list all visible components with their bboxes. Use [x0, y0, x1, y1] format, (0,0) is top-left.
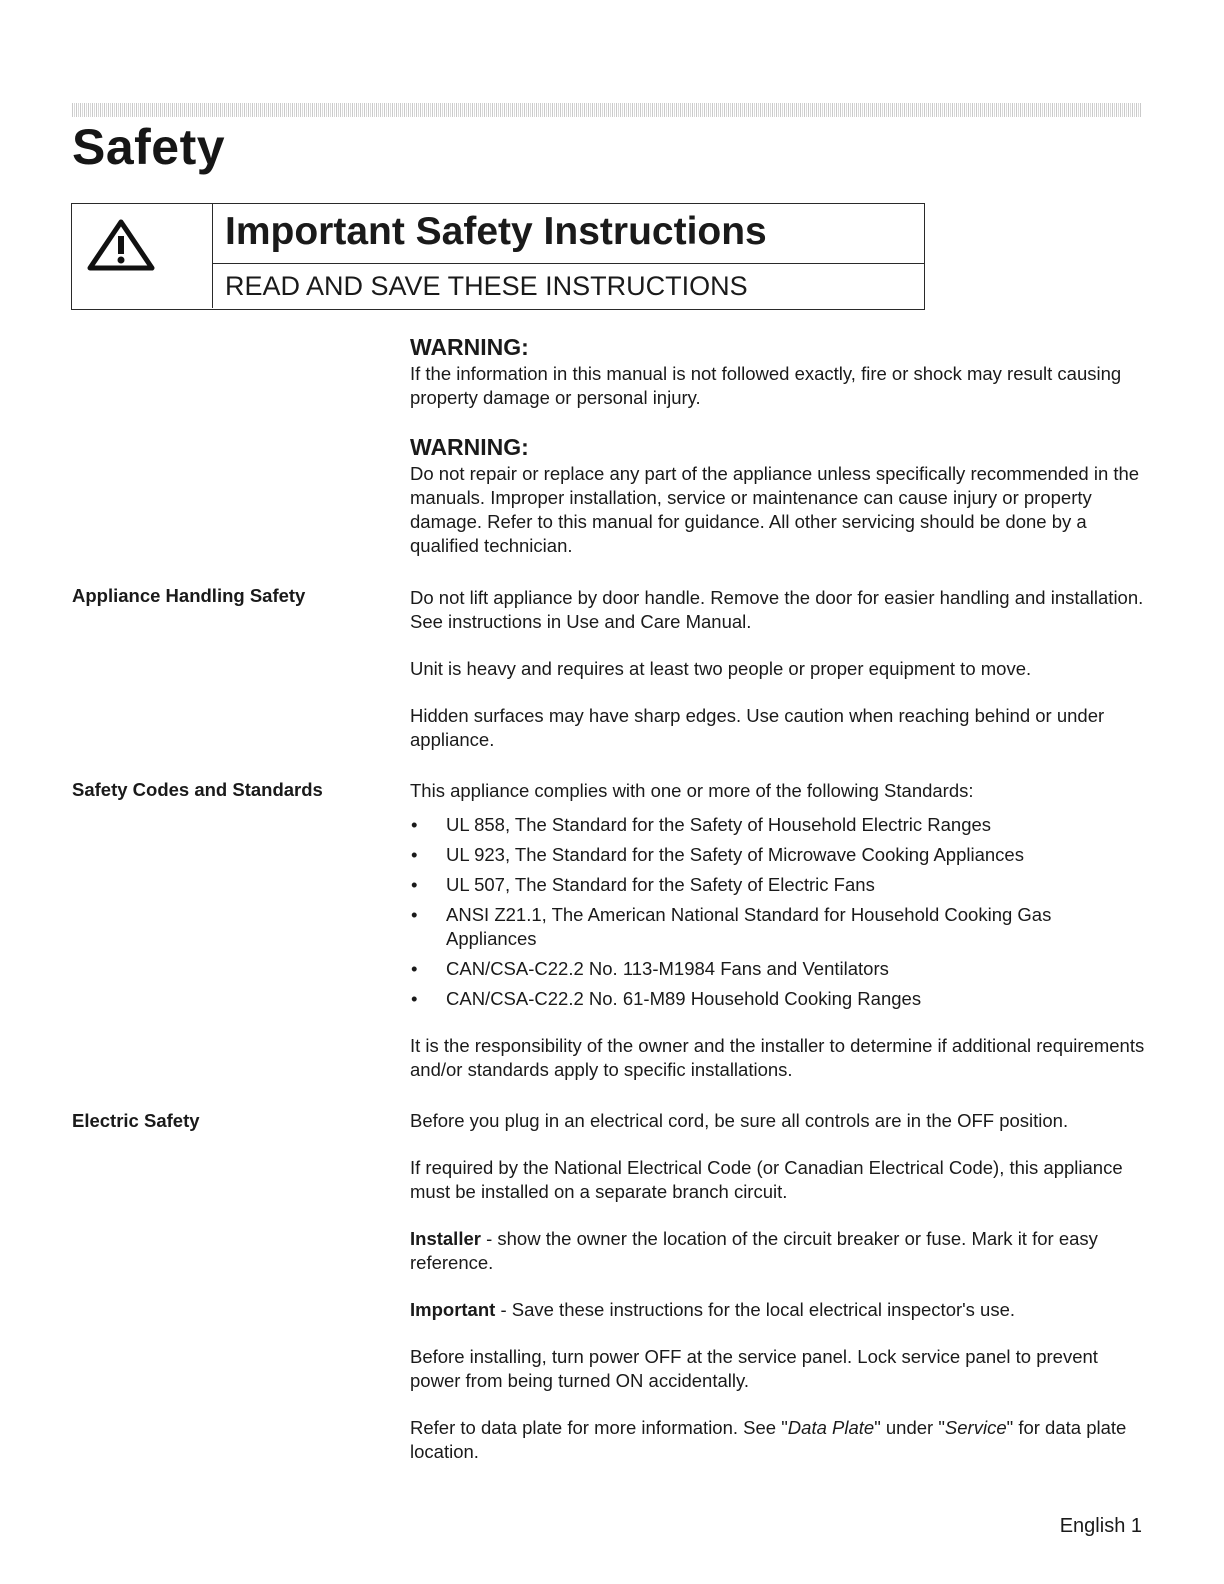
banner-subheading: READ AND SAVE THESE INSTRUCTIONS	[225, 271, 748, 301]
data-plate-ref: Data Plate	[787, 1417, 875, 1438]
list-item	[410, 843, 1145, 867]
handling-paragraph: Do not lift appliance by door handle. Remove the door for easier handling and installation. See instructions in Use and Care Manual.	[410, 587, 1144, 632]
installer-lead: Installer	[410, 1228, 481, 1249]
bullet: •	[411, 988, 418, 1009]
standard-text: UL 923, The Standard for the Safety of Microwave Cooking Appliances	[446, 844, 1024, 865]
label-appliance-handling: Appliance Handling Safety	[72, 585, 306, 606]
list-item	[410, 903, 1145, 951]
text-run: " for data plate location.	[410, 1417, 1127, 1462]
important-lead: Important	[410, 1299, 496, 1320]
warning-text: If the information in this manual is not followed exactly, fire or shock may result causing property damage or personal injury.	[410, 363, 1122, 408]
bullet: •	[411, 958, 418, 979]
electric-paragraph: Before installing, turn power OFF at the service panel. Lock service panel to prevent power from being turned ON accidentally.	[410, 1346, 1098, 1391]
installer-text: - show the owner the location of the circuit breaker or fuse. Mark it for easy reference.	[410, 1228, 1098, 1273]
label-electric-safety: Electric Safety	[72, 1110, 200, 1131]
handling-paragraph: Unit is heavy and requires at least two people or proper equipment to move.	[410, 658, 1032, 679]
standard-text: ANSI Z21.1, The American National Standard for Household Cooking Gas Appliances	[446, 904, 1052, 949]
electric-paragraph: If required by the National Electrical Code (or Canadian Electrical Code), this appliance must be installed on a separate branch circuit.	[410, 1157, 1123, 1202]
bullet: •	[411, 844, 418, 865]
banner-icon-cell	[72, 204, 213, 308]
standard-text: CAN/CSA-C22.2 No. 61-M89 Household Cooking Ranges	[446, 988, 922, 1009]
bullet: •	[411, 904, 418, 925]
list-item	[410, 873, 1145, 897]
standard-text: CAN/CSA-C22.2 No. 113-M1984 Fans and Ventilators	[446, 958, 889, 979]
codes-outro: It is the responsibility of the owner and the installer to determine if additional requirements and/or standards apply to specific installations.	[410, 1035, 1145, 1080]
standard-text: UL 858, The Standard for the Safety of Household Electric Ranges	[446, 814, 992, 835]
electric-important-paragraph	[410, 1298, 1145, 1322]
standard-text: UL 507, The Standard for the Safety of Electric Fans	[446, 874, 875, 895]
warning-block	[410, 432, 1145, 558]
important-text: - Save these instructions for the local electrical inspector's use.	[495, 1299, 1016, 1320]
electric-data-plate-paragraph	[410, 1416, 1145, 1464]
banner-heading: Important Safety Instructions	[213, 204, 924, 264]
page-title: Safety	[72, 119, 226, 175]
electric-installer-paragraph	[410, 1227, 1145, 1275]
safety-banner	[71, 203, 925, 310]
main-content	[410, 332, 1145, 1464]
label-safety-codes: Safety Codes and Standards	[72, 779, 323, 800]
bullet: •	[411, 874, 418, 895]
handling-paragraph: Hidden surfaces may have sharp edges. Use caution when reaching behind or under appliance.	[410, 705, 1105, 750]
warning-triangle-icon	[86, 218, 156, 272]
electric-paragraph: Before you plug in an electrical cord, be sure all controls are in the OFF position.	[410, 1110, 1069, 1131]
list-item	[410, 813, 1145, 837]
header-rule	[72, 103, 1142, 117]
list-item	[410, 987, 1145, 1011]
warning-title: WARNING:	[410, 334, 529, 360]
page-footer: English 1	[1059, 1515, 1142, 1537]
warning-title: WARNING:	[410, 434, 529, 460]
list-item	[410, 957, 1145, 981]
text-run: " under "	[874, 1417, 945, 1438]
standards-list	[410, 813, 1145, 1011]
warning-block	[410, 332, 1145, 410]
codes-intro: This appliance complies with one or more of the following Standards:	[410, 780, 974, 801]
text-run: Refer to data plate for more information. See "	[410, 1417, 788, 1438]
service-ref: Service	[944, 1417, 1007, 1438]
warning-text: Do not repair or replace any part of the appliance unless specifically recommended in the manuals. Improper installation, service or maintenance can cause injury or property damage. Refer to this manual for guidance. All other servicing should be done by a qualified technician.	[410, 463, 1140, 556]
bullet: •	[411, 814, 418, 835]
